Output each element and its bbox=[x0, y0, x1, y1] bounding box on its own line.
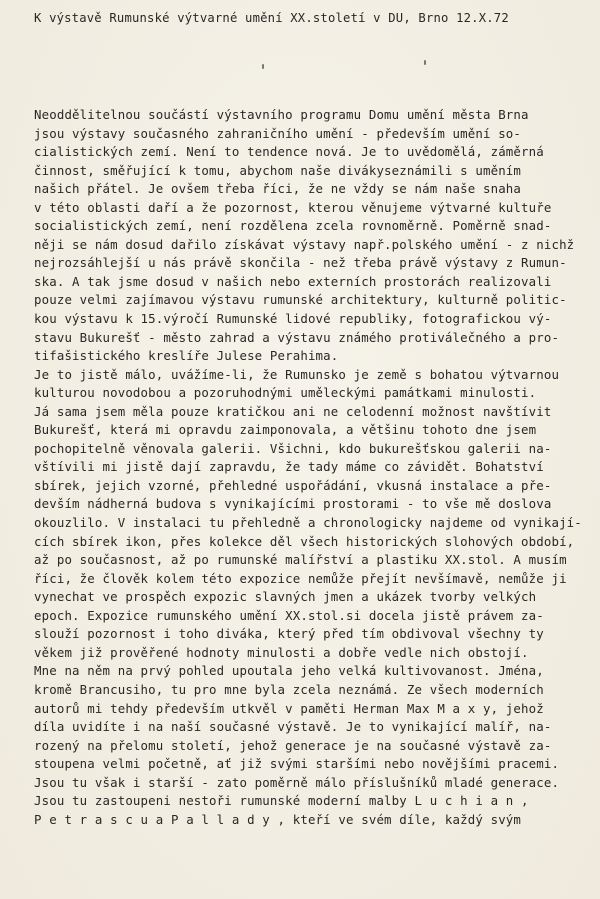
text-line: socialistických zemí, není rozdělena zcela rovnoměrně. Poměrně snad- bbox=[34, 218, 552, 234]
text-line: sbírek, jejich vzorné, přehledné uspořádání, vkusná instalace a pře- bbox=[34, 477, 552, 493]
text-line: díla uvidíte i na naší současné výstavě. Je to vynikající malíř, na- bbox=[34, 719, 552, 735]
text-line: Neoddělitelnou součástí výstavního programu Domu umění města Brna bbox=[34, 107, 529, 122]
text-line: nejrozsáhlejší u nás právě skončila - než třeba právě výstavy z Rumun- bbox=[34, 255, 567, 271]
text-line: epoch. Expozice rumunského umění XX.stol.si docela jistě právem za- bbox=[34, 607, 544, 623]
text-line: P e t r a s c u a P a l l a d y , kteří ve svém díle, každý svým bbox=[34, 811, 522, 827]
text-line: cích sbírek ikon, přes kolekce děl všech historických slohových období, bbox=[34, 533, 575, 549]
text-line: Já sama jsem měla pouze kratičkou ani ne celodenní možnost navštívit bbox=[34, 403, 552, 419]
text-line: autorů mi tehdy především utkvěl v paměti Herman Max M a x y, jehož bbox=[34, 700, 544, 716]
text-line: kulturou novodobou a pozoruhodnými uměleckými památkami minulosti. bbox=[34, 385, 537, 401]
text-line: Je to jistě málo, uvážíme-li, že Rumunsko je země s bohatou výtvarnou bbox=[34, 366, 560, 382]
text-line: devším nádherná budova s vynikajícími prostorami - to vše mě doslova bbox=[34, 496, 552, 512]
ink-mark bbox=[424, 60, 426, 65]
text-line: slouží pozornost i toho diváka, který před tím obdivoval všechny ty bbox=[34, 626, 544, 642]
typewriter-marks bbox=[262, 60, 442, 72]
text-line: ska. A tak jsme dosud v našich nebo externích prostorách realizovali bbox=[34, 273, 552, 289]
text-line: říci, že člověk kolem této expozice nemůže přejít nevšímavě, nemůže ji bbox=[34, 570, 567, 586]
text-line: Jsou tu však i starší - zato poměrně málo příslušníků mladé generace. bbox=[34, 774, 560, 790]
text-line: kou výstavu k 15.výročí Rumunské lidové republiky, fotografickou vý- bbox=[34, 311, 552, 327]
text-line: cialistických zemí. Není to tendence nová. Je to uvědomělá, záměrná bbox=[34, 144, 544, 160]
document-heading: K výstavě Rumunské výtvarné umění XX.století v DU, Brno 12.X.72 bbox=[34, 11, 509, 25]
text-line: jsou výstavy současného zahraničního umění - především umění so- bbox=[34, 125, 522, 141]
text-line: stoupena velmi početně, ať již svými staršími nebo novějšími pracemi. bbox=[34, 756, 560, 772]
text-line: Mne na něm na prvý pohled upoutala jeho velká kultivovanost. Jména, bbox=[34, 663, 544, 679]
text-line: Bukurešť, která mi opravdu zaimponovala, a většinu tohoto dne jsem bbox=[34, 422, 537, 438]
text-line: stavu Bukurešť - město zahrad a výstavu známého protiválečného a pro- bbox=[34, 329, 560, 345]
text-line: vštívili mi jistě dají zapravdu, že tady máme co závidět. Bohatství bbox=[34, 459, 544, 475]
ink-mark bbox=[262, 64, 264, 69]
text-line: kromě Brancusiho, tu pro mne byla zcela neznámá. Ze všech moderních bbox=[34, 681, 544, 697]
text-line: činnost, směřující k tomu, abychom naše divákyseznámili s uměním bbox=[34, 162, 522, 178]
text-line: našich přátel. Je ovšem třeba říci, že ne vždy se nám naše snaha bbox=[34, 181, 522, 197]
text-line: okouzlilo. V instalaci tu přehledně a chronologicky najdeme od vynikají- bbox=[34, 515, 582, 531]
text-line: Jsou tu zastoupeni nestoři rumunské moderní malby L u c h i a n , bbox=[34, 793, 529, 809]
text-line: tifašistického kreslíře Julese Perahima. bbox=[34, 348, 339, 364]
body-text bbox=[34, 106, 600, 829]
text-line: něji se nám dosud dařilo získávat výstavy např.polského umění - z nichž bbox=[34, 236, 575, 252]
text-line: až po současnost, až po rumunské malířství a plastiku XX.stol. A musím bbox=[34, 552, 567, 568]
text-line: v této oblasti daří a že pozornost, kterou věnujeme výtvarné kultuře bbox=[34, 199, 552, 215]
text-line: pochopitelně věnovala galerii. Všichni, kdo bukurešťskou galerii na- bbox=[34, 440, 552, 456]
text-line: věkem již prověřené hodnoty minulosti a dobře vedle nich obstojí. bbox=[34, 644, 529, 660]
text-line: vynechat ve prospěch expozic slavných jmen a ukázek tvorby velkých bbox=[34, 589, 537, 605]
text-line: rozený na přelomu století, jehož generace je na současné výstavě za- bbox=[34, 737, 552, 753]
text-line: pouze velmi zajímavou výstavu rumunské architektury, kulturně politic- bbox=[34, 292, 567, 308]
